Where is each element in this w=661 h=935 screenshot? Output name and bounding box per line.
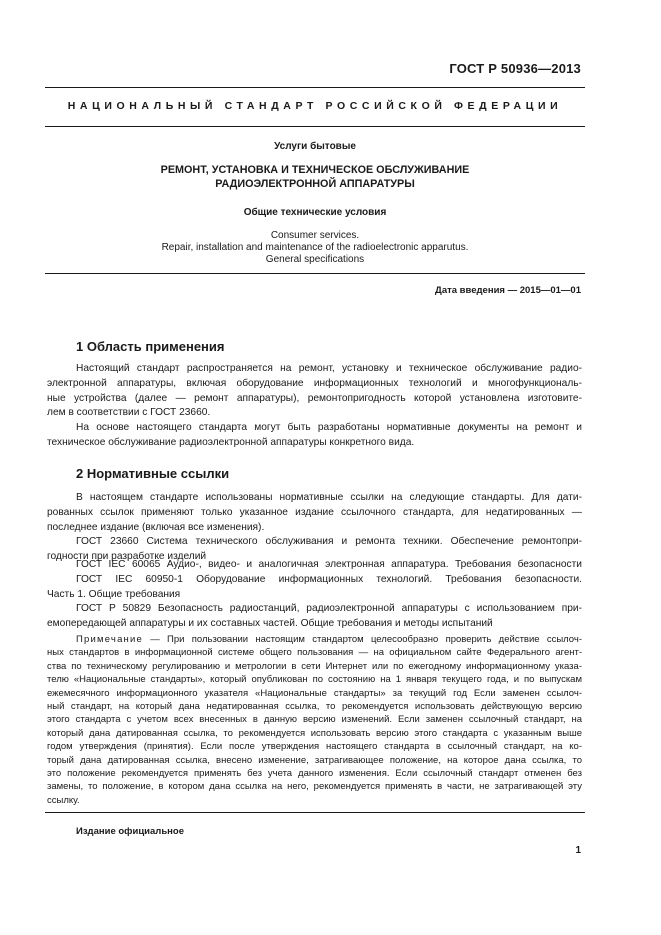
text-line: годом утверждения (принятия). Если после утверждения настоящего стандарта в ссылочный стандарт, на ко- [47,741,582,753]
text-line: ГОСТ Р 50829 Безопасность радиостанций, радиоэлектронной аппаратуры с использованием при- [76,603,582,614]
text-line: последнее издание (включая все изменения). [47,521,265,533]
title-main-line1: РЕМОНТ, УСТАНОВКА И ТЕХНИЧЕСКОЕ ОБСЛУЖИВАНИЕ [160,164,470,176]
reference-gost-iec-60065 [76,558,582,573]
text-line: ГОСТ IEC 60065 Аудио-, видео- и аналогичная электронная аппаратура. Требования безопасности [76,559,582,570]
text-line: лем в соответствии с ГОСТ 23660. [47,407,211,419]
note-first-line [76,633,582,646]
title-en-line1: Consumer services. [270,230,360,241]
note-label: Примечание [76,634,143,645]
edition-label: Издание официальное [76,826,184,837]
title-en-line2: Repair, installation and maintenance of the radioelectronic apparutus. [161,242,469,253]
text-line: ссылку. [47,794,80,806]
top-rule [45,87,585,88]
text-line: годности при разработке изделий [47,550,207,562]
footer-rule [45,812,585,813]
title-category: Услуги бытовые [274,141,356,152]
section1-paragraph2 [47,421,582,451]
text-line: замены, то положение, в котором дана ссылка на него, рекомендуется применять в части, не затрагивающей эту [47,781,582,793]
text-line: который дана датированная ссылка, то рекомендуется использовать версию этого стандарта с указанным выше [47,727,582,739]
title-en-line3: General specifications [265,254,365,265]
text-line: В настоящем стандарте использованы нормативные ссылки на следующие стандарты. Для дати- [76,492,582,503]
page-number: 1 [575,845,581,856]
note-first-text: — При пользовании настоящим стандартом целесообразно проверить действие ссылоч- [143,634,582,645]
text-line: ежемесячного информационного указателя «Национальные стандарты» за текущий год Если заменен ссылоч- [47,687,582,699]
section1-paragraph1 [47,362,582,421]
note-block [47,633,582,807]
reference-gost-r-50829 [47,602,582,632]
text-line: торый дана датированная ссылка, внесено изменение, затрагивающее положение, на которое дана ссылка, то [47,754,582,766]
text-line: ства по техническому регулированию и метрологии в сети Интернет или по ежегодному информационному указа- [47,660,582,672]
text-line: техническое обслуживание радиоэлектронной аппаратуры конкретного вида. [47,436,415,448]
text-line: Настоящий стандарт распространяется на ремонт, установку и техническое обслуживание радио- [76,363,582,374]
title-main-line2: РАДИОЭЛЕКТРОННОЙ АППАРАТУРЫ [215,178,415,190]
text-line: ГОСТ IEC 60950-1 Оборудование информационных технологий. Требования безопасности. [76,574,582,585]
text-line: этого стандарта с учетом всех внесенных в данную версию изменений. Если заменен ссылочный стандарт, на [47,714,582,726]
reference-gost-iec-60950-1 [47,573,582,603]
title-rule [45,126,585,127]
text-line: рованных ссылок применяют только указанное издание ссылочного стандарта, для недатированных — [47,506,582,518]
section2-heading: 2 Нормативные ссылки [76,466,230,481]
text-line: емопередающей аппаратуры и их составных частей. Общие требования и методы испытаний [47,617,493,629]
document-code: ГОСТ Р 50936—2013 [449,61,581,76]
title-subtitle: Общие технические условия [243,207,387,218]
text-line: ГОСТ 23660 Система технического обслуживания и ремонта техники. Обеспечение ремонтопри- [76,536,582,547]
text-line: ных стандартов в информационной системе общего пользования — на официальном сайте Федерального агент- [47,647,582,659]
text-line: ные устройства (далее — ремонт аппаратуры), ремонтопригодность которой установлена изготовите- [47,392,582,404]
section2-paragraph1 [47,491,582,535]
text-line: На основе настоящего стандарта могут быть разработаны нормативные документы на ремонт и [76,422,582,433]
section1-heading: 1 Область применения [76,339,225,354]
text-line: это положение рекомендуется применять без учета данного изменения. Если ссылочный стандарт отменен без [47,768,582,780]
text-line: электронной аппаратуры, включая оборудование информационных технологий и многофункциональ- [47,377,582,389]
text-line: ный стандарт, на который дана недатированная ссылка, то рекомендуется использовать действующую версию [47,701,582,713]
national-standard-heading: НАЦИОНАЛЬНЫЙ СТАНДАРТ РОССИЙСКОЙ ФЕДЕРАЦИИ [67,100,563,112]
introduction-date: Дата введения — 2015—01—01 [435,285,581,296]
intro-rule [45,273,585,274]
text-line: Часть 1. Общие требования [47,588,181,600]
text-line: телю «Национальные стандарты», который опубликован по состоянию на 1 января текущего года, и по выпускам [47,674,582,686]
